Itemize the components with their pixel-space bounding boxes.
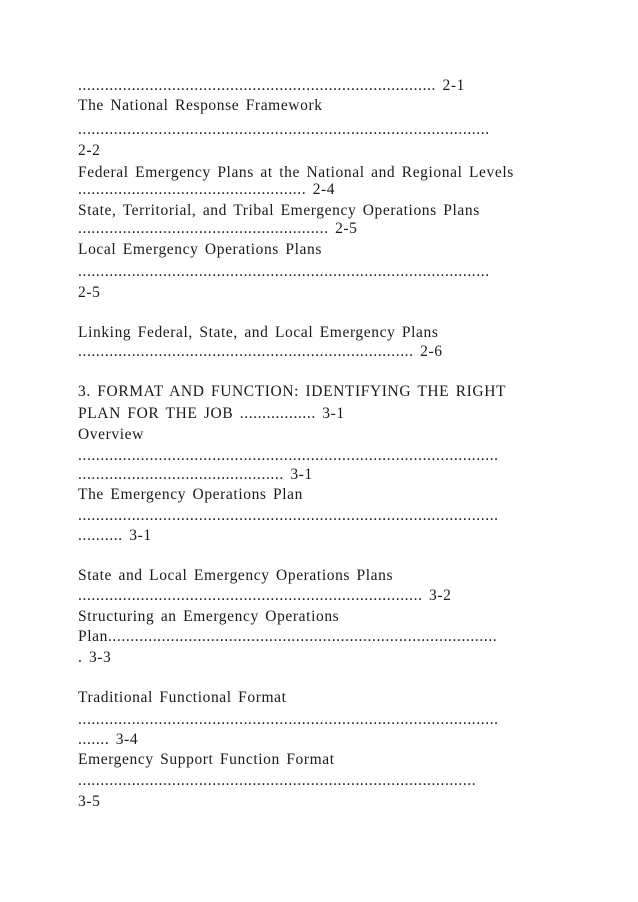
- toc-section-heading: PLAN FOR THE JOB ................. 3-1: [78, 405, 345, 422]
- toc-line: .............................................. 3-1: [78, 466, 313, 483]
- toc-line: ........................................................ 2-5: [78, 220, 358, 237]
- toc-line: ................................................................................ 2-1: [78, 77, 465, 94]
- toc-line: State, Territorial, and Tribal Emergency Operations Plans: [78, 202, 480, 219]
- toc-line: ..............................................................................................: [78, 447, 499, 464]
- toc-section-heading: 3. FORMAT AND FUNCTION: IDENTIFYING THE RIGHT: [78, 383, 507, 400]
- toc-line: ................................................... 2-4: [78, 181, 336, 198]
- toc-line: 2-5: [78, 284, 101, 301]
- toc-line: ..............................................................................................: [78, 711, 499, 728]
- toc-line: 2-2: [78, 142, 101, 159]
- toc-line: Structuring an Emergency Operations: [78, 608, 340, 625]
- toc-line: ........................................................................... 2-6: [78, 343, 443, 360]
- toc-line: . 3-3: [78, 649, 112, 666]
- toc-line: The National Response Framework: [78, 97, 323, 114]
- toc-line: State and Local Emergency Operations Plans: [78, 567, 394, 584]
- toc-line: Linking Federal, State, and Local Emergency Plans: [78, 324, 439, 341]
- toc-line: .........................................................................................: [78, 772, 477, 789]
- toc-line: ............................................................................................: [78, 121, 490, 138]
- toc-line: Plan.......................................................................................: [78, 628, 498, 645]
- toc-line: Traditional Functional Format: [78, 689, 287, 706]
- toc-line: The Emergency Operations Plan: [78, 486, 303, 503]
- toc-line: Federal Emergency Plans at the National and Regional Levels: [78, 164, 514, 181]
- toc-line: Overview: [78, 426, 144, 443]
- toc-line: ..............................................................................................: [78, 507, 499, 524]
- toc-line: Emergency Support Function Format: [78, 751, 335, 768]
- toc-line: ............................................................................................: [78, 263, 490, 280]
- toc-line: 3-5: [78, 793, 101, 810]
- toc-line: ............................................................................. 3-2: [78, 587, 452, 604]
- toc-line: .......... 3-1: [78, 527, 152, 544]
- toc-line: ....... 3-4: [78, 731, 139, 748]
- toc-line: Local Emergency Operations Plans: [78, 241, 323, 258]
